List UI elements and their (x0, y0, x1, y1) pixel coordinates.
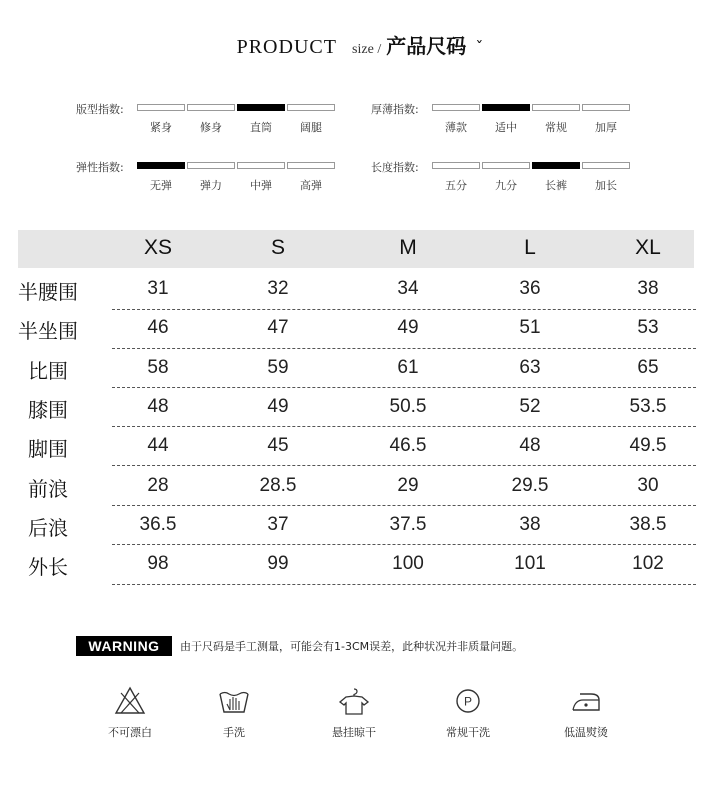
table-cell: 65 (637, 357, 659, 378)
row-divider (112, 426, 696, 427)
meter-segment (482, 162, 530, 169)
title-product: PRODUCT (236, 36, 337, 58)
size-header-xs: XS (143, 236, 172, 259)
table-cell: 101 (514, 553, 546, 574)
meter-segment (137, 104, 185, 111)
table-cell: 49.5 (629, 435, 667, 456)
table-cell: 36.5 (139, 514, 177, 535)
meter-segment (187, 104, 235, 111)
meter-segment-selected (532, 162, 580, 169)
row-divider (112, 505, 696, 506)
care-label: 常规干洗 (446, 726, 490, 739)
size-header-xl: XL (635, 236, 661, 259)
table-cell: 38 (637, 278, 659, 299)
no-bleach-icon (113, 686, 147, 716)
size-header-s: S (270, 236, 285, 259)
table-cell: 49 (267, 396, 289, 417)
table-cell: 32 (267, 278, 289, 299)
index-options-fit (137, 119, 335, 135)
table-cell: 102 (632, 553, 664, 574)
index-option: 弹力 (200, 179, 222, 192)
table-cell: 47 (267, 317, 289, 338)
care-item-hang-dry (304, 686, 404, 740)
care-label: 不可漂白 (108, 726, 152, 739)
care-label: 低温熨烫 (564, 726, 608, 739)
index-options-thickness (432, 119, 630, 135)
meter-segment (532, 104, 580, 111)
index-option: 阔腿 (300, 121, 322, 134)
index-meter-elasticity (137, 162, 335, 169)
index-option: 五分 (445, 179, 467, 192)
meter-segment (237, 162, 285, 169)
table-cell: 37 (267, 514, 289, 535)
meter-segment (582, 104, 630, 111)
table-cell: 29 (397, 475, 419, 496)
table-cell: 51 (519, 317, 541, 338)
index-option: 薄款 (445, 121, 467, 134)
table-cell: 46 (147, 317, 169, 338)
row-label: 后浪 (28, 516, 68, 540)
care-label: 手洗 (223, 726, 245, 739)
meter-segment (187, 162, 235, 169)
row-divider (112, 348, 696, 349)
table-cell: 53.5 (629, 396, 667, 417)
care-item-no-bleach (80, 686, 180, 740)
hang-dry-icon (337, 686, 371, 716)
meter-segment (287, 162, 335, 169)
title-size: size / (352, 42, 382, 57)
table-cell: 45 (267, 435, 289, 456)
dry-clean-icon (451, 686, 485, 716)
table-cell: 49 (397, 317, 419, 338)
care-item-low-iron (536, 686, 636, 740)
index-label-fit: 版型指数: (76, 103, 124, 116)
table-cell: 31 (147, 278, 169, 299)
row-divider (112, 584, 696, 585)
index-option: 加长 (595, 179, 617, 192)
index-options-elasticity (137, 177, 335, 193)
page-title (0, 30, 720, 59)
meter-segment-selected (137, 162, 185, 169)
row-label: 膝围 (28, 398, 68, 422)
table-cell: 48 (147, 396, 169, 417)
index-option: 常规 (545, 121, 567, 134)
table-cell: 100 (392, 553, 424, 574)
row-divider (112, 544, 696, 545)
table-cell: 99 (267, 553, 289, 574)
row-label: 半坐围 (18, 319, 78, 343)
table-cell: 37.5 (389, 514, 427, 535)
row-label: 前浪 (28, 477, 68, 501)
index-options-length (432, 177, 630, 193)
index-option: 直筒 (250, 121, 272, 134)
index-option: 适中 (495, 121, 517, 134)
table-cell: 52 (519, 396, 541, 417)
row-label: 外长 (28, 555, 68, 579)
meter-segment-selected (237, 104, 285, 111)
table-cell: 50.5 (389, 396, 427, 417)
table-cell: 61 (397, 357, 419, 378)
meter-segment (432, 162, 480, 169)
table-cell: 28 (147, 475, 169, 496)
table-cell: 36 (519, 278, 541, 299)
warning-text: 由于尺码是手工测量，可能会有1-3CM误差，此种状况并非质量问题。 (180, 640, 524, 653)
care-item-dry-clean (418, 686, 518, 740)
row-label: 半腰围 (18, 280, 78, 304)
row-divider (112, 387, 696, 388)
index-meter-fit (137, 104, 335, 111)
table-cell: 30 (637, 475, 659, 496)
meter-segment (432, 104, 480, 111)
index-option: 九分 (495, 179, 517, 192)
index-meter-length (432, 162, 630, 169)
index-option: 长裤 (545, 179, 567, 192)
meter-segment (287, 104, 335, 111)
row-divider (112, 465, 696, 466)
index-label-thickness: 厚薄指数: (371, 103, 419, 116)
chevron-down-icon: ˇ (475, 38, 484, 57)
table-cell: 53 (637, 317, 659, 338)
care-label: 悬挂晾干 (332, 726, 376, 739)
table-cell: 98 (147, 553, 169, 574)
index-meter-thickness (432, 104, 630, 111)
index-option: 修身 (200, 121, 222, 134)
row-label: 脚围 (28, 437, 68, 461)
table-cell: 58 (147, 357, 169, 378)
table-cell: 48 (519, 435, 541, 456)
index-option: 紧身 (150, 121, 172, 134)
meter-segment (582, 162, 630, 169)
row-label: 比围 (28, 359, 68, 383)
index-option: 加厚 (595, 121, 617, 134)
meter-segment-selected (482, 104, 530, 111)
index-label-elasticity: 弹性指数: (76, 161, 124, 174)
index-label-length: 长度指数: (371, 161, 419, 174)
table-cell: 28.5 (259, 475, 297, 496)
table-cell: 44 (147, 435, 169, 456)
hand-wash-icon (217, 686, 251, 716)
title-cn: 产品尺码 (386, 34, 467, 58)
row-divider (112, 309, 696, 310)
index-option: 中弹 (250, 179, 272, 192)
table-cell: 29.5 (511, 475, 549, 496)
size-header-m: M (399, 236, 417, 259)
table-cell: 46.5 (389, 435, 427, 456)
table-cell: 34 (397, 278, 419, 299)
table-cell: 63 (519, 357, 541, 378)
size-header-l: L (524, 236, 536, 259)
care-item-hand-wash (184, 686, 284, 740)
table-cell: 38 (519, 514, 541, 535)
low-iron-icon (569, 686, 603, 716)
table-cell: 38.5 (629, 514, 667, 535)
table-cell: 59 (267, 357, 289, 378)
svg-text:P: P (463, 694, 473, 709)
index-option: 无弹 (150, 179, 172, 192)
warning-badge: WARNING (76, 636, 172, 656)
index-option: 高弹 (300, 179, 322, 192)
